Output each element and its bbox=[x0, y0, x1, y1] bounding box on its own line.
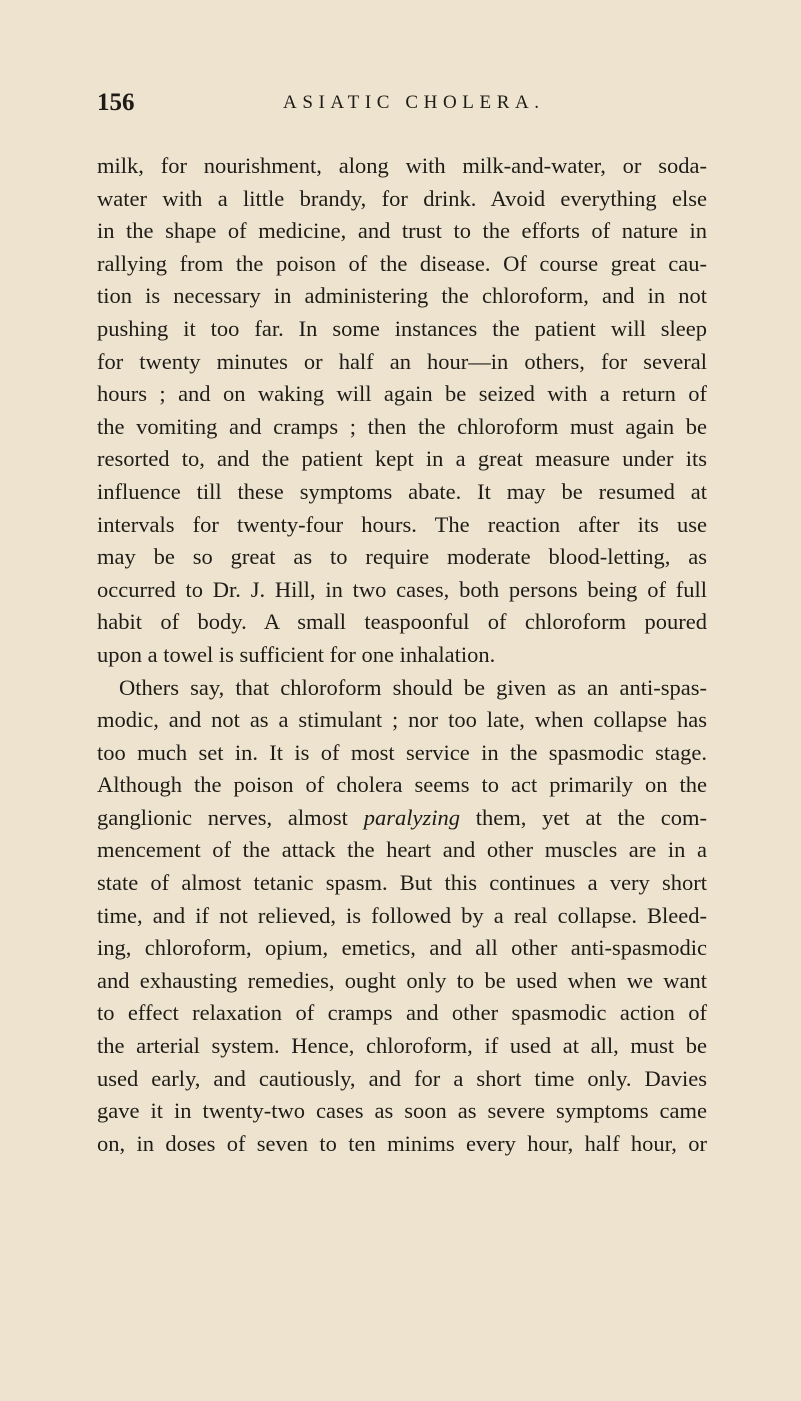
running-head: ASIATIC CHOLERA. bbox=[283, 92, 545, 113]
text-line: Others say, that chloroform should be given as an anti-spas- bbox=[119, 674, 707, 700]
text-line: state of almost tetanic spasm. But this continues a very short bbox=[97, 870, 707, 896]
text-line: ing, chloroform, opium, emetics, and all other anti-spasmodic bbox=[97, 935, 707, 961]
page-number: 156 bbox=[97, 89, 135, 116]
text-line: time, and if not relieved, is followed by a real collapse. Bleed- bbox=[97, 902, 707, 928]
text-line: occurred to Dr. J. Hill, in two cases, both persons being of full bbox=[97, 576, 707, 602]
text-line: habit of body. A small teaspoonful of chloroform poured bbox=[97, 609, 707, 635]
text-line: gave it in twenty-two cases as soon as severe symptoms came bbox=[97, 1098, 707, 1124]
text-line: tion is necessary in administering the chloroform, and in not bbox=[97, 283, 707, 309]
text-line: and exhausting remedies, ought only to be used when we want bbox=[97, 967, 707, 993]
body-text bbox=[97, 150, 707, 1160]
text-line: too much set in. It is of most service in the spasmodic stage. bbox=[97, 739, 707, 765]
text-line: on, in doses of seven to ten minims every hour, half hour, or bbox=[97, 1130, 707, 1156]
text-line: modic, and not as a stimulant ; nor too late, when collapse has bbox=[97, 707, 707, 733]
text-line: in the shape of medicine, and trust to the efforts of nature in bbox=[97, 218, 707, 244]
text-line: rallying from the poison of the disease. Of course great cau- bbox=[97, 250, 707, 276]
text-line: water with a little brandy, for drink. Avoid everything else bbox=[97, 185, 707, 211]
text-line: the arterial system. Hence, chloroform, if used at all, must be bbox=[97, 1033, 707, 1059]
text-line-with-italic bbox=[97, 802, 707, 835]
text-line: milk, for nourishment, along with milk-and-water, or soda- bbox=[97, 153, 707, 178]
text-line: influence till these symptoms abate. It may be resumed at bbox=[97, 478, 707, 504]
text-line: Although the poison of cholera seems to act primarily on the bbox=[97, 772, 707, 798]
text-line: hours ; and on waking will again be seized with a return of bbox=[97, 381, 707, 407]
text-line: the vomiting and cramps ; then the chloroform must again be bbox=[97, 413, 707, 439]
text-line: for twenty minutes or half an hour—in others, for several bbox=[97, 348, 707, 374]
text-line: upon a towel is sufficient for one inhalation. bbox=[97, 641, 496, 667]
text-line: may be so great as to require moderate blood-letting, as bbox=[97, 544, 707, 570]
text-line: intervals for twenty-four hours. The reaction after its use bbox=[97, 511, 707, 537]
text-segment: ganglionic nerves, almost bbox=[97, 804, 348, 830]
italic-word: paralyzing bbox=[363, 804, 460, 830]
page-header bbox=[97, 81, 707, 125]
text-line: to effect relaxation of cramps and other spasmodic action of bbox=[97, 1000, 707, 1026]
text-line: used early, and cautiously, and for a short time only. Davies bbox=[97, 1065, 707, 1091]
text-line: mencement of the attack the heart and other muscles are in a bbox=[97, 837, 707, 863]
text-line: resorted to, and the patient kept in a great measure under its bbox=[97, 446, 707, 472]
text-segment: them, yet at the com- bbox=[475, 804, 707, 830]
text-line: pushing it too far. In some instances the patient will sleep bbox=[97, 315, 707, 341]
